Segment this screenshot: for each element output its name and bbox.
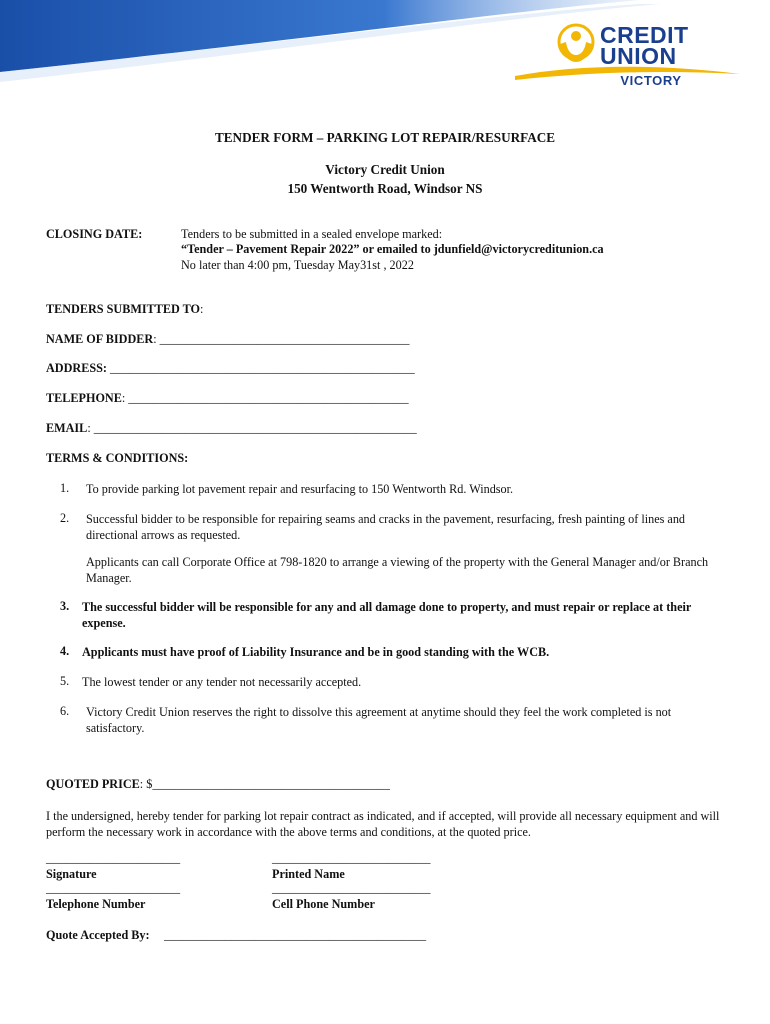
logo-union-text: UNION xyxy=(600,43,677,69)
submitted-heading: TENDERS SUBMITTED TO: xyxy=(46,302,204,316)
closing-date-label: CLOSING DATE: xyxy=(46,227,143,241)
field-name-of-bidder[interactable]: NAME OF BIDDER: _________________________________________ xyxy=(46,332,410,346)
hands-logo-icon xyxy=(554,22,598,66)
telephone-number-label: Telephone Number xyxy=(46,897,146,911)
item-number: 6. xyxy=(60,704,70,718)
quote-accepted-line[interactable]: ___________________________________________ xyxy=(164,928,427,942)
printed-name-label: Printed Name xyxy=(272,867,345,881)
closing-line-1: Tenders to be submitted in a sealed envelope marked: xyxy=(181,227,443,241)
item-number: 5. xyxy=(60,674,70,688)
telephone-number-line[interactable]: ______________________ xyxy=(46,881,181,895)
org-address: 150 Wentworth Road, Windsor NS xyxy=(287,181,483,196)
logo-victory-text: VICTORY xyxy=(620,73,682,88)
quoted-price-field[interactable]: QUOTED PRICE: $_______________________________________ xyxy=(46,777,390,791)
declaration-text: I the undersigned, hereby tender for parking lot repair contract as indicated, and if accepted, will provide all necessary equipment and will perform the necessary work in accordance with the above terms and conditions, at the quoted price. xyxy=(46,809,720,839)
item-number: 1. xyxy=(60,481,70,495)
item-text: The lowest tender or any tender not necessarily accepted. xyxy=(82,675,362,689)
item-text: Applicants must have proof of Liability Insurance and be in good standing with the WCB. xyxy=(82,645,550,659)
logo-credit-text: CREDIT xyxy=(600,22,689,48)
terms-heading: TERMS & CONDITIONS: xyxy=(46,451,189,465)
field-telephone[interactable]: TELEPHONE: ______________________________________________ xyxy=(46,391,409,405)
closing-line-2: “Tender – Pavement Repair 2022” or emailed to jdunfield@victorycreditunion.ca xyxy=(181,242,604,256)
cell-phone-line[interactable]: __________________________ xyxy=(272,881,431,895)
field-address[interactable]: ADDRESS: __________________________________________________ xyxy=(46,361,415,375)
item-number: 4. xyxy=(60,644,70,658)
item-text: The successful bidder will be responsible for any and all damage done to property, and must repair or replace at their expense. xyxy=(82,600,692,630)
signature-line[interactable]: ______________________ xyxy=(46,851,181,865)
item-text: Successful bidder to be responsible for repairing seams and cracks in the pavement, resurfacing, fresh painting of lines and directional arrows as requested. xyxy=(86,512,686,542)
item-number: 2. xyxy=(60,511,70,525)
signature-label: Signature xyxy=(46,867,97,881)
closing-line-3: No later than 4:00 pm, Tuesday May31st , 2022 xyxy=(181,258,414,272)
item-text: Victory Credit Union reserves the right to dissolve this agreement at anytime should they feel the work completed is not satisfactory. xyxy=(86,705,672,735)
item-text: Applicants can call Corporate Office at 798-1820 to arrange a viewing of the property with the General Manager and/or Branch Manager. xyxy=(86,555,709,585)
printed-name-line[interactable]: __________________________ xyxy=(272,851,431,865)
page-title: TENDER FORM – PARKING LOT REPAIR/RESURFACE xyxy=(214,130,556,145)
credit-union-logo xyxy=(554,20,744,92)
quote-accepted-label: Quote Accepted By: xyxy=(46,928,150,942)
cell-phone-label: Cell Phone Number xyxy=(272,897,375,911)
org-name: Victory Credit Union xyxy=(325,162,445,177)
item-number: 3. xyxy=(60,599,70,613)
field-email[interactable]: EMAIL: _____________________________________________________ xyxy=(46,421,417,435)
item-text: To provide parking lot pavement repair and resurfacing to 150 Wentworth Rd. Windsor. xyxy=(86,482,514,496)
